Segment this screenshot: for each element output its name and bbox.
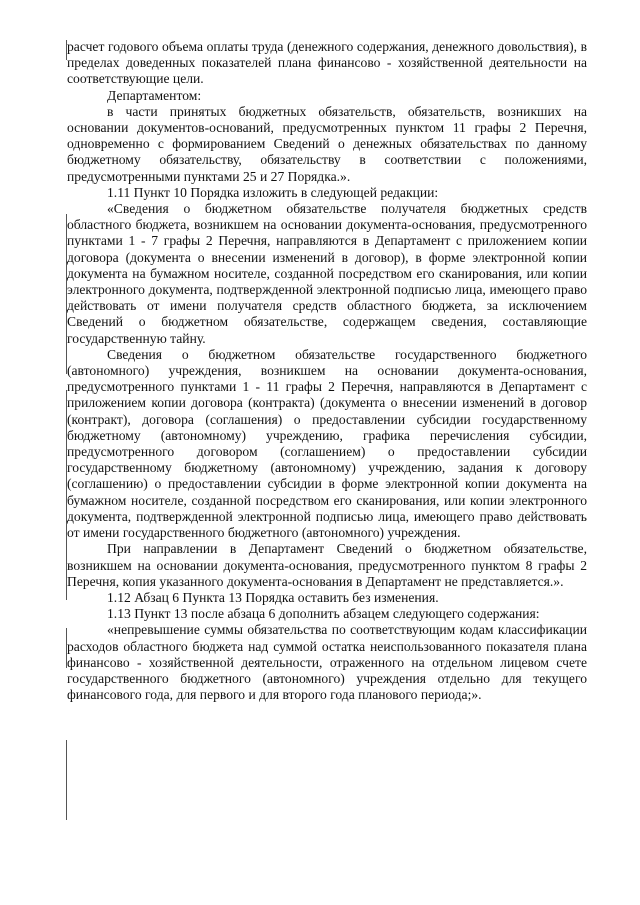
paragraph: 1.13 Пункт 13 после абзаца 6 дополнить абзацем следующего содержания: — [107, 606, 540, 622]
paragraph: расчет годового объема оплаты труда (денежного содержания, денежного довольствия), в пределах доведенных показателей плана финансово - хозяйственной деятельности на соответствующие цели. — [67, 39, 587, 87]
paragraph: 1.12 Абзац 6 Пункта 13 Порядка оставить без изменения. — [107, 589, 439, 605]
paragraph: «непревышение суммы обязательства по соответствующим кодам классификации расходов областного бюджета над суммой остатка неиспользованного показателя плана финансово - хозяйственной деятельности, отраженного на отдельном лицевом счете государственного бюджетного (автономного) учреждения отдельно для текущего финансового года, для первого и для второго года планового периода;». — [67, 622, 587, 703]
paragraph: в части принятых бюджетных обязательств, обязательств, возникших на основании документов-оснований, предусмотренных пунктом 11 графы 2 Перечня, одновременно с формированием Сведений о денежных обязательствах по данному бюджетному обязательству, обязательству в соответствии с положениями, предусмотренными пунктами 25 и 27 Порядка.». — [67, 103, 587, 184]
paragraph: 1.11 Пункт 10 Порядка изложить в следующей редакции: — [107, 184, 439, 200]
document-body — [67, 39, 587, 703]
scan-margin-mark — [66, 740, 67, 820]
paragraph: «Сведения о бюджетном обязательстве получателя бюджетных средств областного бюджета, возникшем на основании документа-основания, предусмотренного пунктами 1 - 7 графы 2 Перечня, направляются в Департамент с приложением копии договора (документа о внесении изменений в договор), в форме электронной копии документа на бумажном носителе, созданной посредством его сканирования, или копии электронного документа, подтвержденной электронной подписью лица, имеющего право действовать от имени получателя средств областного бюджета, за исключением Сведений о бюджетном обязательстве, содержащем сведения, составляющие государственную тайну. — [67, 201, 587, 346]
paragraph: При направлении в Департамент Сведений о бюджетном обязательстве, возникшем на основании документа-основания, предусмотренного пунктом 8 графы 2 Перечня, копия указанного документа-основания в Департамент не представляется.». — [67, 541, 587, 589]
paragraph: Департаментом: — [107, 87, 202, 103]
paragraph: Сведения о бюджетном обязательстве государственного бюджетного (автономного) учреждения, возникшем на основании документа-основания, предусмотренного пунктами 1 - 11 графы 2 Перечня, направляются в Департамент с приложением копии договора (контракта) (документа о внесении изменений в договор (контракт), договора (соглашения) о предоставлении субсидии государственному бюджетному (автономному) учреждению, графика перечисления субсидии, предусмотренного договором (соглашением) о предоставлении субсидии государственному бюджетному (автономному) учреждению, задания к договору (соглашению) о предоставлении субсидии в форме электронной копии документа на бумажном носителе, созданной посредством его сканирования, или копии электронного документа, подтвержденной электронной подписью лица, имеющего право действовать от имени государственного бюджетного (автономного) учреждения. — [67, 346, 587, 541]
